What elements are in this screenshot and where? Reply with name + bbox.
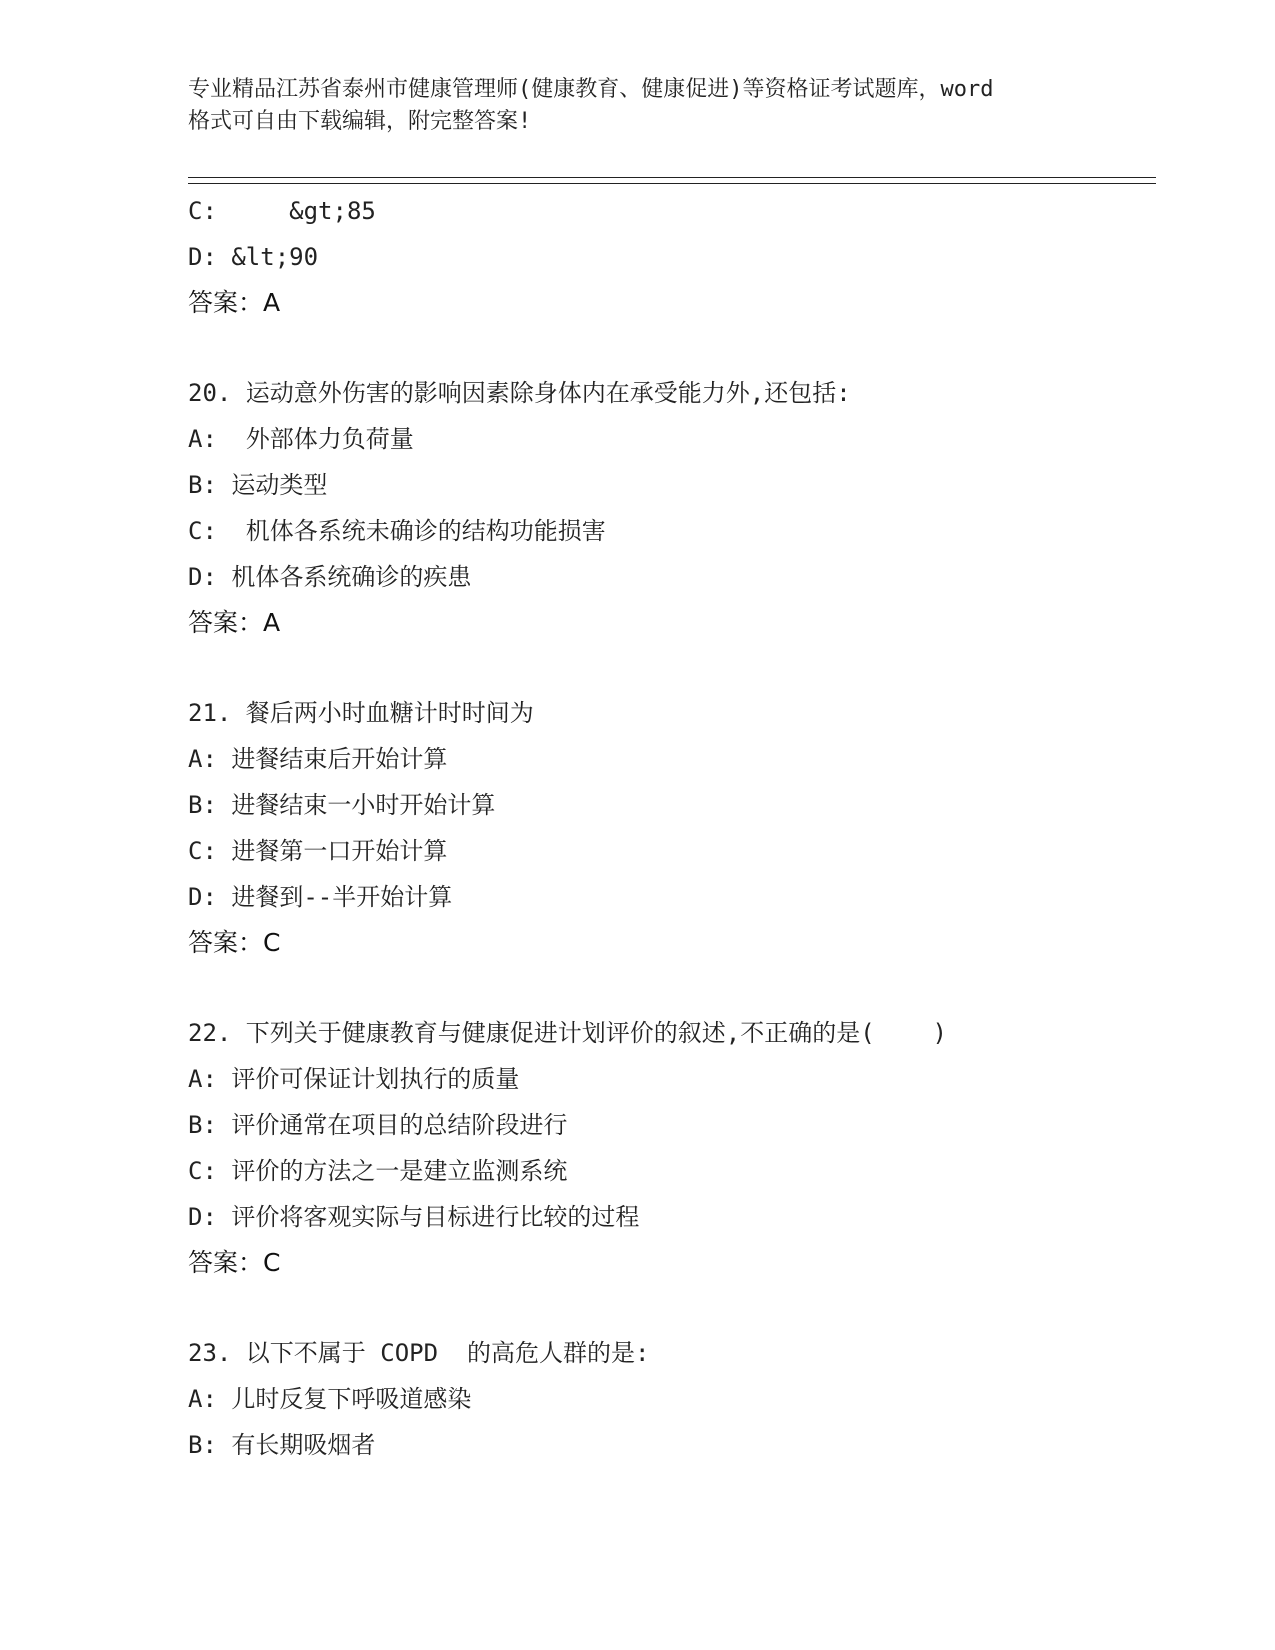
spacer [188,326,1148,370]
option-d: D: 机体各系统确诊的疾患 [188,563,472,591]
question-stem: 23. 以下不属于 COPD 的高危人群的是: [188,1339,650,1367]
spacer [188,966,1148,1010]
answer-line: 答案：A [188,288,281,317]
option-a: A: 评价可保证计划执行的质量 [188,1065,520,1093]
spacer [188,646,1148,690]
option-a: A: 进餐结束后开始计算 [188,745,448,773]
document-header [188,74,1108,138]
header-rule-top [188,177,1156,178]
option-a: A: 儿时反复下呼吸道感染 [188,1385,472,1413]
question-22 [188,1010,1148,1286]
question-list [188,188,1148,1468]
option-c: C: 进餐第一口开始计算 [188,837,448,865]
header-line-1: 专业精品江苏省泰州市健康管理师(健康教育、健康促进)等资格证考试题库，word [188,77,994,102]
option-b: B: 评价通常在项目的总结阶段进行 [188,1111,568,1139]
option-c: C: 评价的方法之一是建立监测系统 [188,1157,568,1185]
option-d: D: &lt;90 [188,243,319,271]
option-a: A: 外部体力负荷量 [188,425,414,453]
question-21 [188,690,1148,966]
question-23 [188,1330,1148,1468]
option-c: C: &gt;85 [188,197,376,225]
option-b: B: 进餐结束一小时开始计算 [188,791,496,819]
option-b: B: 有长期吸烟者 [188,1431,376,1459]
question-20 [188,370,1148,646]
question-19-continued [188,188,1148,326]
option-c: C: 机体各系统未确诊的结构功能损害 [188,517,606,545]
question-stem: 21. 餐后两小时血糖计时时间为 [188,699,534,727]
option-d: D: 进餐到--半开始计算 [188,883,453,911]
answer-line: 答案：C [188,1248,281,1277]
question-stem: 20. 运动意外伤害的影响因素除身体内在承受能力外,还包括: [188,379,851,407]
option-d: D: 评价将客观实际与目标进行比较的过程 [188,1203,640,1231]
header-line-2: 格式可自由下载编辑，附完整答案! [188,109,532,134]
header-rule-bottom [188,183,1156,184]
question-stem: 22. 下列关于健康教育与健康促进计划评价的叙述,不正确的是( ) [188,1019,947,1047]
answer-line: 答案：A [188,608,281,637]
spacer [188,1286,1148,1330]
answer-line: 答案：C [188,928,281,957]
option-b: B: 运动类型 [188,471,328,499]
